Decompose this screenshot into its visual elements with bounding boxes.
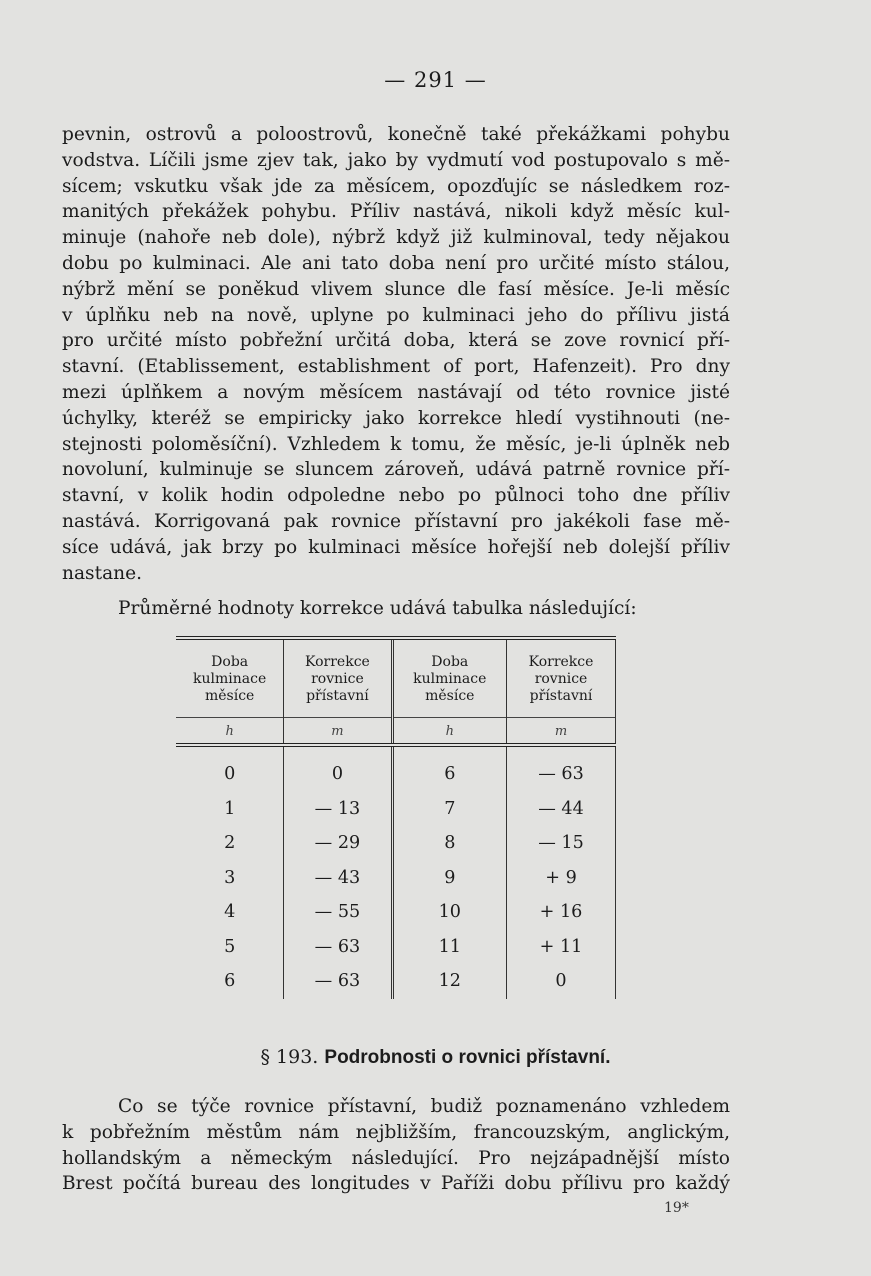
text-line: nýbrž mění se poněkud vlivem slunce dle fasí měsíce. Je-li měsíc [62,278,730,300]
text-line: manitých překážek pohybu. Příliv nastává, nikoli když měsíc kul- [62,201,730,223]
header-doba-1: Doba kulminace měsíce [176,638,284,718]
unit-h: h [176,718,284,746]
text-line: dobu po kulminaci. Ale ani tato doba není pro určité místo stálou, [62,252,730,274]
header-korrekce-2: Korrekce rovnice přístavní [507,638,616,718]
table-cell: 8 [392,826,507,861]
table-cell: 0 [284,745,392,792]
table-cell: 6 [224,971,236,992]
table-cell: — 63 [284,930,392,965]
text-line: k pobřežním městům nám nejbližším, francouzským, anglickým, [62,1121,730,1143]
signature-mark: 19* [664,1200,689,1216]
correction-table [176,636,616,999]
table-cell: 12 [392,964,507,999]
text-line: pro určité místo pobřežní určitá doba, která se zove rovnicí pří- [62,330,730,352]
section-heading [0,1046,871,1069]
table-cell: — 63 [284,964,392,999]
table-cell: 6 [392,745,507,792]
table-row [176,964,616,999]
text-line: pevnin, ostrovů a poloostrovů, konečně také překážkami pohybu [62,124,730,145]
text-line: stavní, v kolik hodin odpoledne nebo po půlnoci toho dne příliv [62,485,730,507]
table-cell: — 55 [284,895,392,930]
text-line: sícem; vskutku však jde za měsícem, opozďujíc se následkem roz- [62,175,730,197]
table-cell: + 9 [507,861,616,896]
page-number: — 291 — [384,68,487,92]
text-line: minuje (nahoře neb dole), nýbrž když již kulminoval, tedy nějakou [62,227,730,249]
table-cell: 11 [392,930,507,965]
text-line: síce udává, jak brzy po kulminaci měsíce hořejší neb dolejší příliv [62,536,730,558]
table-cell: 1 [224,798,236,819]
paragraph-harbor-equation [62,1094,730,1197]
table-intro: Průměrné hodnoty korrekce udává tabulka následující: [118,598,637,619]
unit-m: m [507,718,616,746]
table-row [176,895,616,930]
table-cell: 2 [224,833,236,854]
unit-m: m [284,718,392,746]
text-line: vodstva. Líčili jsme zjev tak, jako by vydmutí vod postupovalo s mě- [62,149,730,171]
text-line: mezi úplňkem a novým měsícem nastávají od této rovnice jisté [62,381,730,403]
paragraph-tides-lag [62,122,730,586]
table-cell: — 43 [284,861,392,896]
table-cell: 3 [224,867,236,888]
text-line: stavní. (Etablissement, establishment of port, Hafenzeit). Pro dny [62,356,730,378]
table-cell: — 44 [507,792,616,827]
header-doba-2: Doba kulminace měsíce [392,638,507,718]
table-cell: — 63 [507,745,616,792]
section-title: Podrobnosti o rovnici přístavní. [324,1047,611,1068]
header-korrekce-1: Korrekce rovnice přístavní [284,638,392,718]
table-cell: 9 [392,861,507,896]
table-cell: — 15 [507,826,616,861]
table-row [176,745,616,792]
table-cell: 4 [224,902,236,923]
table-cell: + 16 [507,895,616,930]
table-cell: 7 [392,792,507,827]
table-cell: 0 [224,764,236,785]
text-line: úchylky, kteréž se empiricky jako korrekce hledí vystihnouti (ne- [62,407,730,429]
table-cell: 5 [224,936,236,957]
unit-h: h [392,718,507,746]
table-row [176,792,616,827]
table-row [176,826,616,861]
text-line: Brest počítá bureau des longitudes v Paříži dobu přílivu pro každý [62,1173,730,1195]
text-line: nastává. Korrigovaná pak rovnice přístavní pro jakékoli fase mě- [62,510,730,532]
table-cell: — 13 [284,792,392,827]
text-line: novoluní, kulminuje se sluncem zároveň, udává patrně rovnice pří- [62,459,730,481]
text-line: v úplňku neb na nově, uplyne po kulminaci jeho do přílivu jistá [62,304,730,326]
table-cell: 10 [392,895,507,930]
text-line: nastane. [62,562,143,584]
table-row [176,861,616,896]
table-row [176,930,616,965]
table-cell: — 29 [284,826,392,861]
table-cell: + 11 [507,930,616,965]
text-line: stejnosti poloměsíční). Vzhledem k tomu, že měsíc, je-li úplněk neb [62,433,730,455]
table-cell: 0 [507,964,616,999]
text-line: Co se týče rovnice přístavní, budiž poznamenáno vzhledem [118,1096,730,1117]
section-symbol: § 193. [260,1046,319,1068]
text-line: hollandským a německým následující. Pro nejzápadnější místo [62,1147,730,1169]
